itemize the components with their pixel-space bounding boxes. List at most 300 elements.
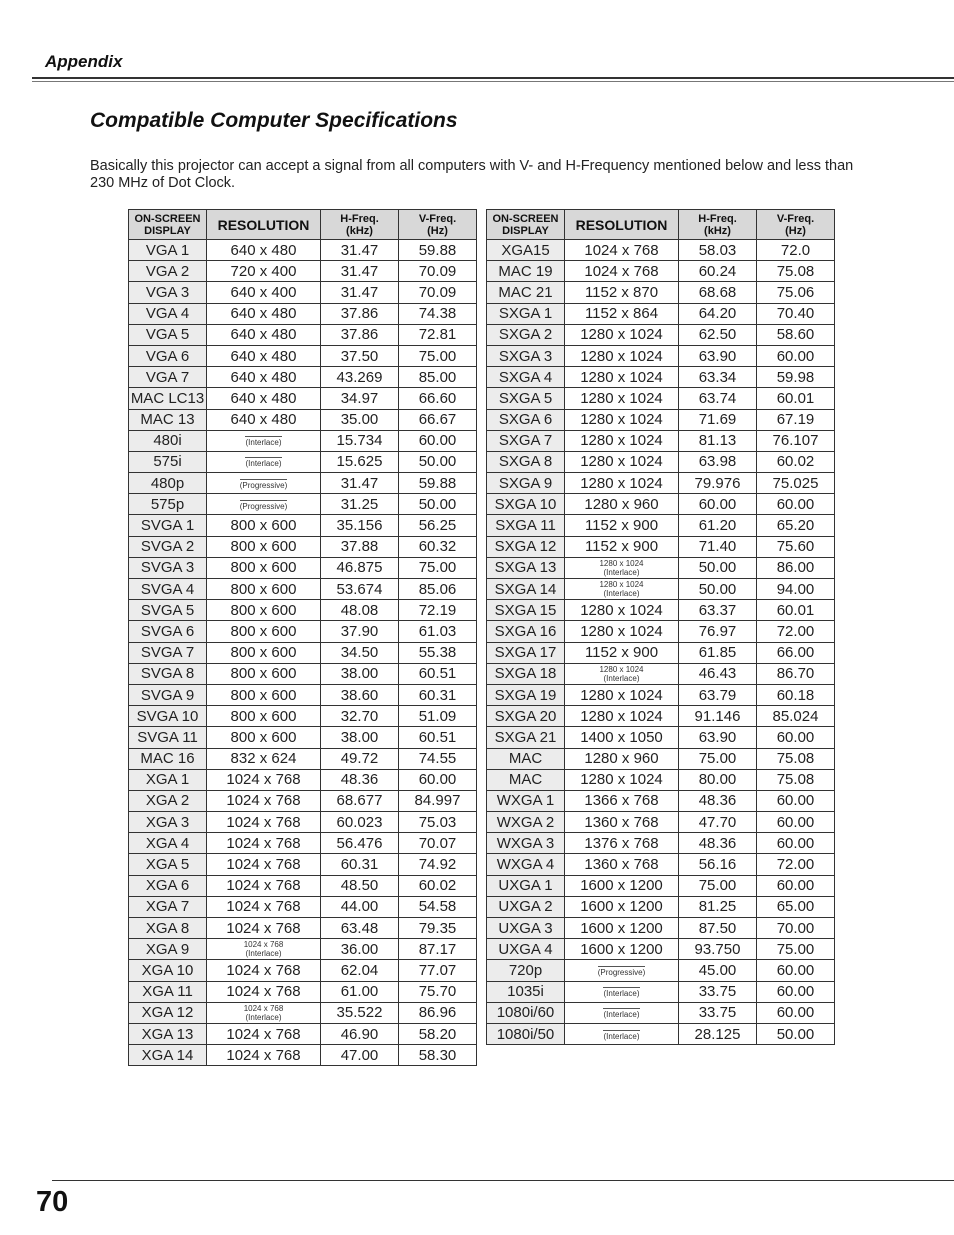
table-row	[129, 790, 477, 811]
cell-resolution: 640 x 480	[207, 240, 321, 261]
cell-hfreq: 45.00	[679, 960, 757, 981]
cell-vfreq: 70.40	[757, 303, 835, 324]
cell-display: SXGA 1	[487, 303, 565, 324]
cell-hfreq: 28.125	[679, 1023, 757, 1044]
cell-hfreq: 50.00	[679, 557, 757, 578]
cell-vfreq: 60.51	[399, 727, 477, 748]
cell-vfreq: 75.06	[757, 282, 835, 303]
cell-display: 480p	[129, 473, 207, 494]
cell-vfreq: 50.00	[399, 494, 477, 515]
cell-hfreq: 79.976	[679, 473, 757, 494]
cell-vfreq: 72.81	[399, 324, 477, 345]
cell-vfreq: 60.02	[757, 451, 835, 472]
cell-resolution: 1024 x 768	[207, 1023, 321, 1044]
cell-hfreq: 31.47	[321, 282, 399, 303]
cell-display: SXGA 17	[487, 642, 565, 663]
cell-resolution: 720 x 400	[207, 261, 321, 282]
cell-resolution: 800 x 600	[207, 579, 321, 600]
cell-hfreq: 62.50	[679, 324, 757, 345]
cell-resolution: 800 x 600	[207, 515, 321, 536]
table-row	[129, 684, 477, 705]
cell-vfreq: 55.38	[399, 642, 477, 663]
cell-display: XGA 4	[129, 833, 207, 854]
cell-display: UXGA 1	[487, 875, 565, 896]
cell-resolution: 1152 x 864	[565, 303, 679, 324]
cell-hfreq: 60.31	[321, 854, 399, 875]
cell-resolution: 1152 x 900	[565, 515, 679, 536]
cell-vfreq: 86.00	[757, 557, 835, 578]
cell-vfreq: 75.08	[757, 261, 835, 282]
cell-display: SVGA 10	[129, 706, 207, 727]
cell-vfreq: 79.35	[399, 918, 477, 939]
spec-table-left	[128, 209, 477, 1066]
cell-hfreq: 35.00	[321, 409, 399, 430]
cell-hfreq: 63.34	[679, 367, 757, 388]
table-row	[129, 663, 477, 684]
cell-resolution: 1024 x 768	[207, 833, 321, 854]
cell-vfreq: 74.92	[399, 854, 477, 875]
cell-vfreq: 70.07	[399, 833, 477, 854]
table-row	[487, 324, 835, 345]
cell-resolution	[207, 473, 321, 494]
cell-vfreq: 72.00	[757, 854, 835, 875]
cell-resolution	[207, 451, 321, 472]
cell-resolution	[565, 663, 679, 684]
table-row	[129, 367, 477, 388]
cell-display: SXGA 7	[487, 430, 565, 451]
cell-display: SVGA 6	[129, 621, 207, 642]
cell-vfreq: 60.00	[757, 727, 835, 748]
cell-display: 1080i/50	[487, 1023, 565, 1044]
cell-hfreq: 44.00	[321, 896, 399, 917]
cell-hfreq: 31.47	[321, 240, 399, 261]
cell-vfreq: 66.00	[757, 642, 835, 663]
table-row	[487, 388, 835, 409]
table-row	[487, 557, 835, 578]
resolution-scan-note: (Interlace)	[245, 459, 282, 469]
cell-resolution: 1280 x 1024	[565, 345, 679, 366]
cell-hfreq: 32.70	[321, 706, 399, 727]
cell-display: XGA 7	[129, 896, 207, 917]
cell-display: 1080i/60	[487, 1002, 565, 1023]
cell-hfreq: 47.70	[679, 812, 757, 833]
cell-display: XGA 3	[129, 812, 207, 833]
cell-display: 720p	[487, 960, 565, 981]
cell-vfreq: 86.70	[757, 663, 835, 684]
intro-paragraph: Basically this projector can accept a signal from all computers with V- and H-Frequency mentioned below and less than 230 MHz of Dot Clock.	[90, 158, 854, 191]
resolution-note: (Interlace)	[603, 567, 640, 577]
cell-vfreq: 60.01	[757, 600, 835, 621]
resolution-note: (Interlace)	[603, 589, 640, 599]
cell-vfreq: 50.00	[757, 1023, 835, 1044]
cell-resolution: 1024 x 768	[207, 981, 321, 1002]
cell-vfreq: 60.00	[757, 960, 835, 981]
cell-resolution: 640 x 480	[207, 388, 321, 409]
cell-resolution: 1152 x 900	[565, 536, 679, 557]
cell-hfreq: 60.023	[321, 812, 399, 833]
cell-resolution: 800 x 600	[207, 684, 321, 705]
cell-resolution: 1280 x 960	[565, 494, 679, 515]
cell-resolution	[207, 1002, 321, 1023]
cell-hfreq: 15.734	[321, 430, 399, 451]
table-row	[487, 642, 835, 663]
cell-resolution: 640 x 480	[207, 367, 321, 388]
cell-resolution: 1024 x 768	[207, 769, 321, 790]
cell-vfreq: 60.00	[757, 875, 835, 896]
table-row	[487, 663, 835, 684]
table-row	[129, 494, 477, 515]
table-row	[487, 833, 835, 854]
table-row	[487, 875, 835, 896]
table-row	[487, 812, 835, 833]
cell-resolution: 800 x 600	[207, 600, 321, 621]
cell-vfreq: 58.30	[399, 1045, 477, 1066]
cell-display: XGA 13	[129, 1023, 207, 1044]
cell-resolution: 1024 x 768	[207, 918, 321, 939]
cell-display: XGA 14	[129, 1045, 207, 1066]
table-row	[487, 345, 835, 366]
cell-resolution	[207, 494, 321, 515]
table-row	[487, 769, 835, 790]
cell-resolution	[565, 1023, 679, 1044]
cell-display: WXGA 1	[487, 790, 565, 811]
spec-table-left-body	[129, 240, 477, 1066]
cell-display: SXGA 5	[487, 388, 565, 409]
spec-table-right-body	[487, 240, 835, 1045]
cell-vfreq: 75.03	[399, 812, 477, 833]
table-row	[129, 388, 477, 409]
cell-display: SXGA 8	[487, 451, 565, 472]
table-row	[129, 875, 477, 896]
table-row	[487, 748, 835, 769]
cell-display: XGA 9	[129, 939, 207, 960]
table-row	[129, 282, 477, 303]
table-row	[487, 430, 835, 451]
cell-display: 480i	[129, 430, 207, 451]
cell-vfreq: 60.00	[757, 494, 835, 515]
cell-hfreq: 93.750	[679, 939, 757, 960]
table-row	[129, 451, 477, 472]
cell-vfreq: 85.00	[399, 367, 477, 388]
cell-resolution	[207, 939, 321, 960]
cell-display: XGA 1	[129, 769, 207, 790]
cell-hfreq: 61.85	[679, 642, 757, 663]
cell-resolution: 1024 x 768	[565, 261, 679, 282]
cell-hfreq: 37.50	[321, 345, 399, 366]
col-header-display: ON-SCREEN DISPLAY	[487, 210, 565, 240]
cell-hfreq: 68.677	[321, 790, 399, 811]
cell-vfreq: 94.00	[757, 579, 835, 600]
cell-vfreq: 60.01	[757, 388, 835, 409]
resolution-scan-note: (Progressive)	[597, 967, 646, 977]
table-row	[487, 727, 835, 748]
page-number: 70	[36, 1186, 69, 1218]
cell-display: MAC 21	[487, 282, 565, 303]
cell-vfreq: 72.00	[757, 621, 835, 642]
cell-resolution: 1366 x 768	[565, 790, 679, 811]
cell-hfreq: 38.00	[321, 727, 399, 748]
cell-display: VGA 4	[129, 303, 207, 324]
table-row	[129, 240, 477, 261]
cell-resolution: 1024 x 768	[207, 960, 321, 981]
cell-hfreq: 34.97	[321, 388, 399, 409]
cell-vfreq: 60.00	[757, 833, 835, 854]
cell-hfreq: 33.75	[679, 981, 757, 1002]
cell-display: UXGA 3	[487, 918, 565, 939]
cell-display: XGA 11	[129, 981, 207, 1002]
cell-hfreq: 36.00	[321, 939, 399, 960]
table-row	[487, 494, 835, 515]
cell-hfreq: 63.74	[679, 388, 757, 409]
table-row	[487, 896, 835, 917]
cell-vfreq: 77.07	[399, 960, 477, 981]
table-row	[129, 536, 477, 557]
cell-hfreq: 53.674	[321, 579, 399, 600]
cell-display: UXGA 2	[487, 896, 565, 917]
table-row	[129, 748, 477, 769]
cell-resolution: 1360 x 768	[565, 854, 679, 875]
cell-hfreq: 49.72	[321, 748, 399, 769]
table-row	[129, 812, 477, 833]
cell-display: SXGA 4	[487, 367, 565, 388]
cell-vfreq: 76.107	[757, 430, 835, 451]
cell-vfreq: 66.67	[399, 409, 477, 430]
resolution-value: 1280 x 1024	[599, 558, 644, 568]
cell-display: VGA 5	[129, 324, 207, 345]
cell-resolution: 1360 x 768	[565, 812, 679, 833]
cell-vfreq: 60.31	[399, 684, 477, 705]
cell-display: SVGA 3	[129, 557, 207, 578]
cell-display: SVGA 2	[129, 536, 207, 557]
table-row	[129, 1023, 477, 1044]
cell-resolution	[565, 579, 679, 600]
cell-vfreq: 74.55	[399, 748, 477, 769]
cell-hfreq: 38.60	[321, 684, 399, 705]
cell-display: SXGA 13	[487, 557, 565, 578]
table-row	[487, 515, 835, 536]
cell-resolution: 1152 x 870	[565, 282, 679, 303]
table-row	[487, 536, 835, 557]
cell-display: SVGA 4	[129, 579, 207, 600]
cell-vfreq: 84.997	[399, 790, 477, 811]
resolution-scan-note: (Interlace)	[603, 1031, 640, 1041]
cell-display: 1035i	[487, 981, 565, 1002]
cell-hfreq: 48.50	[321, 875, 399, 896]
cell-vfreq: 60.32	[399, 536, 477, 557]
cell-hfreq: 63.98	[679, 451, 757, 472]
cell-display: SXGA 9	[487, 473, 565, 494]
cell-vfreq: 60.00	[399, 769, 477, 790]
cell-vfreq: 65.20	[757, 515, 835, 536]
cell-vfreq: 70.00	[757, 918, 835, 939]
cell-hfreq: 63.79	[679, 684, 757, 705]
table-row	[129, 1002, 477, 1023]
cell-resolution: 800 x 600	[207, 663, 321, 684]
cell-display: 575p	[129, 494, 207, 515]
cell-vfreq: 54.58	[399, 896, 477, 917]
cell-display: WXGA 3	[487, 833, 565, 854]
cell-hfreq: 60.00	[679, 494, 757, 515]
spec-table-right	[486, 209, 835, 1045]
table-row	[487, 684, 835, 705]
table-row	[487, 240, 835, 261]
cell-resolution	[565, 1002, 679, 1023]
cell-resolution: 1024 x 768	[207, 896, 321, 917]
cell-hfreq: 35.156	[321, 515, 399, 536]
table-row	[129, 324, 477, 345]
cell-vfreq: 58.20	[399, 1023, 477, 1044]
cell-display: SXGA 19	[487, 684, 565, 705]
cell-hfreq: 71.69	[679, 409, 757, 430]
cell-resolution: 1280 x 1024	[565, 684, 679, 705]
cell-vfreq: 60.00	[757, 790, 835, 811]
cell-vfreq: 72.19	[399, 600, 477, 621]
cell-hfreq: 47.00	[321, 1045, 399, 1066]
cell-resolution: 640 x 400	[207, 282, 321, 303]
cell-display: XGA 12	[129, 1002, 207, 1023]
cell-resolution: 1280 x 1024	[565, 769, 679, 790]
cell-hfreq: 63.48	[321, 918, 399, 939]
cell-resolution: 1280 x 1024	[565, 706, 679, 727]
table-row	[129, 896, 477, 917]
table-row	[487, 261, 835, 282]
cell-vfreq: 60.02	[399, 875, 477, 896]
table-row	[487, 918, 835, 939]
table-row	[487, 790, 835, 811]
cell-display: MAC 19	[487, 261, 565, 282]
cell-hfreq: 80.00	[679, 769, 757, 790]
cell-vfreq: 86.96	[399, 1002, 477, 1023]
cell-resolution: 1280 x 960	[565, 748, 679, 769]
cell-resolution: 1152 x 900	[565, 642, 679, 663]
cell-hfreq: 48.36	[679, 833, 757, 854]
cell-resolution: 640 x 480	[207, 345, 321, 366]
cell-vfreq: 75.025	[757, 473, 835, 494]
cell-vfreq: 60.00	[757, 1002, 835, 1023]
cell-display: SVGA 11	[129, 727, 207, 748]
table-row	[129, 642, 477, 663]
table-header-row	[487, 210, 835, 240]
table-row	[487, 367, 835, 388]
cell-display: 575i	[129, 451, 207, 472]
cell-display: VGA 2	[129, 261, 207, 282]
cell-hfreq: 68.68	[679, 282, 757, 303]
cell-display: SVGA 7	[129, 642, 207, 663]
cell-hfreq: 34.50	[321, 642, 399, 663]
cell-hfreq: 48.36	[321, 769, 399, 790]
table-row	[487, 451, 835, 472]
cell-hfreq: 63.90	[679, 345, 757, 366]
cell-display: XGA 10	[129, 960, 207, 981]
cell-resolution: 800 x 600	[207, 536, 321, 557]
cell-display: SXGA 6	[487, 409, 565, 430]
cell-hfreq: 64.20	[679, 303, 757, 324]
cell-resolution: 1600 x 1200	[565, 939, 679, 960]
cell-resolution: 1280 x 1024	[565, 621, 679, 642]
cell-vfreq: 75.08	[757, 748, 835, 769]
cell-display: UXGA 4	[487, 939, 565, 960]
table-row	[129, 854, 477, 875]
cell-display: MAC 16	[129, 748, 207, 769]
cell-resolution	[565, 981, 679, 1002]
cell-hfreq: 63.37	[679, 600, 757, 621]
cell-vfreq: 60.00	[757, 981, 835, 1002]
col-header-vfreq: V-Freq. (Hz)	[399, 210, 477, 240]
cell-hfreq: 35.522	[321, 1002, 399, 1023]
cell-hfreq: 46.43	[679, 663, 757, 684]
cell-hfreq: 48.36	[679, 790, 757, 811]
table-row	[129, 557, 477, 578]
page-title: Compatible Computer Specifications	[90, 109, 458, 132]
cell-hfreq: 31.47	[321, 261, 399, 282]
cell-resolution: 800 x 600	[207, 642, 321, 663]
cell-resolution: 1400 x 1050	[565, 727, 679, 748]
table-row	[487, 579, 835, 600]
cell-vfreq: 50.00	[399, 451, 477, 472]
cell-display: XGA 8	[129, 918, 207, 939]
cell-display: SVGA 9	[129, 684, 207, 705]
cell-hfreq: 71.40	[679, 536, 757, 557]
col-header-vfreq: V-Freq. (Hz)	[757, 210, 835, 240]
cell-hfreq: 31.47	[321, 473, 399, 494]
table-row	[487, 282, 835, 303]
cell-vfreq: 70.09	[399, 282, 477, 303]
cell-resolution: 1024 x 768	[207, 790, 321, 811]
col-header-resolution: RESOLUTION	[565, 210, 679, 240]
cell-vfreq: 87.17	[399, 939, 477, 960]
resolution-scan-note: (Interlace)	[245, 438, 282, 448]
cell-vfreq: 85.024	[757, 706, 835, 727]
col-header-display: ON-SCREEN DISPLAY	[129, 210, 207, 240]
cell-display: XGA15	[487, 240, 565, 261]
table-row	[129, 621, 477, 642]
table-row	[129, 303, 477, 324]
cell-display: WXGA 2	[487, 812, 565, 833]
cell-display: SXGA 16	[487, 621, 565, 642]
table-row	[487, 600, 835, 621]
cell-display: SXGA 11	[487, 515, 565, 536]
cell-resolution	[207, 430, 321, 451]
header-rule-thin	[32, 81, 954, 82]
cell-vfreq: 75.00	[399, 557, 477, 578]
table-row	[129, 918, 477, 939]
cell-resolution: 1024 x 768	[207, 875, 321, 896]
resolution-note: (Interlace)	[603, 673, 640, 683]
table-row	[129, 981, 477, 1002]
cell-hfreq: 81.13	[679, 430, 757, 451]
table-row	[487, 303, 835, 324]
cell-display: SXGA 10	[487, 494, 565, 515]
cell-display: XGA 2	[129, 790, 207, 811]
section-header: Appendix	[45, 52, 123, 71]
cell-hfreq: 87.50	[679, 918, 757, 939]
cell-vfreq: 61.03	[399, 621, 477, 642]
cell-resolution: 1600 x 1200	[565, 918, 679, 939]
cell-resolution: 1280 x 1024	[565, 600, 679, 621]
cell-resolution: 800 x 600	[207, 621, 321, 642]
cell-display: SVGA 1	[129, 515, 207, 536]
table-row	[129, 833, 477, 854]
cell-vfreq: 65.00	[757, 896, 835, 917]
cell-hfreq: 91.146	[679, 706, 757, 727]
table-row	[129, 769, 477, 790]
cell-resolution: 800 x 600	[207, 706, 321, 727]
cell-display: WXGA 4	[487, 854, 565, 875]
cell-display: VGA 3	[129, 282, 207, 303]
cell-display: SXGA 20	[487, 706, 565, 727]
table-row	[487, 939, 835, 960]
cell-display: SXGA 12	[487, 536, 565, 557]
